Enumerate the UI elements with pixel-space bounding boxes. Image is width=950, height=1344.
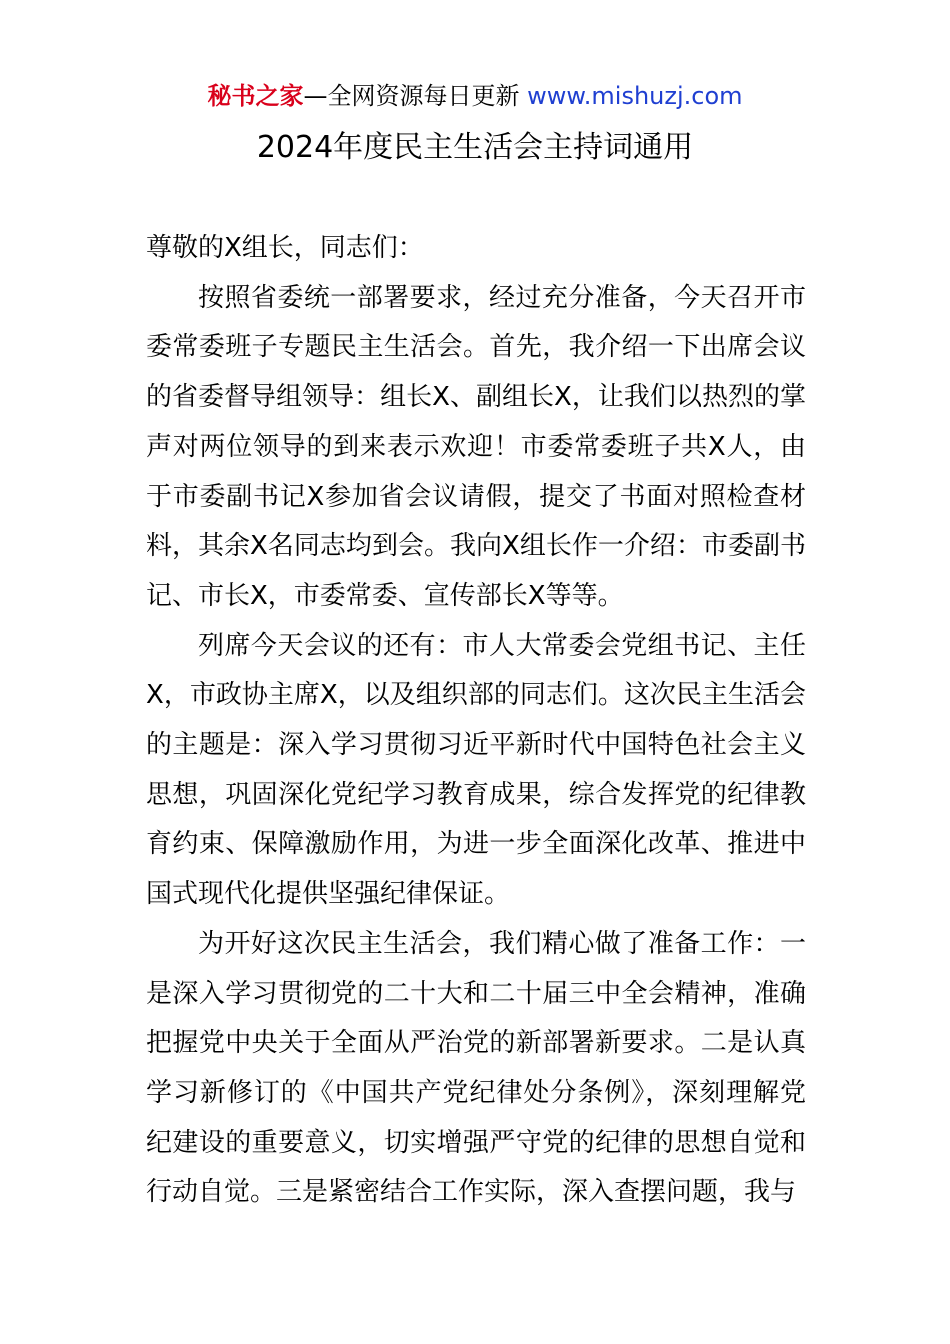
document-body bbox=[146, 224, 806, 1218]
paragraph: 为开好这次民主生活会，我们精心做了准备工作：一是深入学习贯彻党的二十大和二十届三中全会精神，准确把握党中央关于全面从严治党的新部署新要求。二是认真学习新修订的《中国共产党纪律处分条例》，深刻理解党纪建设的重要意义，切实增强严守党的纪律的思想自觉和行动自觉。三是紧密结合工作实际，深入查摆问题，我与 bbox=[146, 928, 806, 1208]
document-title: 2024年度民主生活会主持词通用 bbox=[256, 130, 694, 165]
salutation: 尊敬的X组长，同志们： bbox=[146, 233, 424, 263]
paragraph: 按照省委统一部署要求，经过充分准备，今天召开市委常委班子专题民主生活会。首先，我介绍一下出席会议的省委督导组领导：组长X、副组长X，让我们以热烈的掌声对两位领导的到来表示欢迎！市委常委班子共X人，由于市委副书记X参加省会议请假，提交了书面对照检查材料，其余X名同志均到会。我向X组长作一介绍：市委副书记、市长X，市委常委、宣传部长X等等。 bbox=[146, 282, 806, 611]
site-header bbox=[0, 80, 950, 112]
site-url-link[interactable]: www.mishuzj.com bbox=[527, 82, 743, 110]
paragraph: 列席今天会议的还有：市人大常委会党组书记、主任X，市政协主席X，以及组织部的同志们。这次民主生活会的主题是：深入学习贯彻习近平新时代中国特色社会主义思想，巩固深化党纪学习教育成果，综合发挥党的纪律教育约束、保障激励作用，为进一步全面深化改革、推进中国式现代化提供坚强纪律保证。 bbox=[146, 630, 806, 910]
brand-name: 秘书之家 bbox=[207, 82, 304, 110]
header-tagline: —全网资源每日更新 bbox=[303, 82, 520, 110]
